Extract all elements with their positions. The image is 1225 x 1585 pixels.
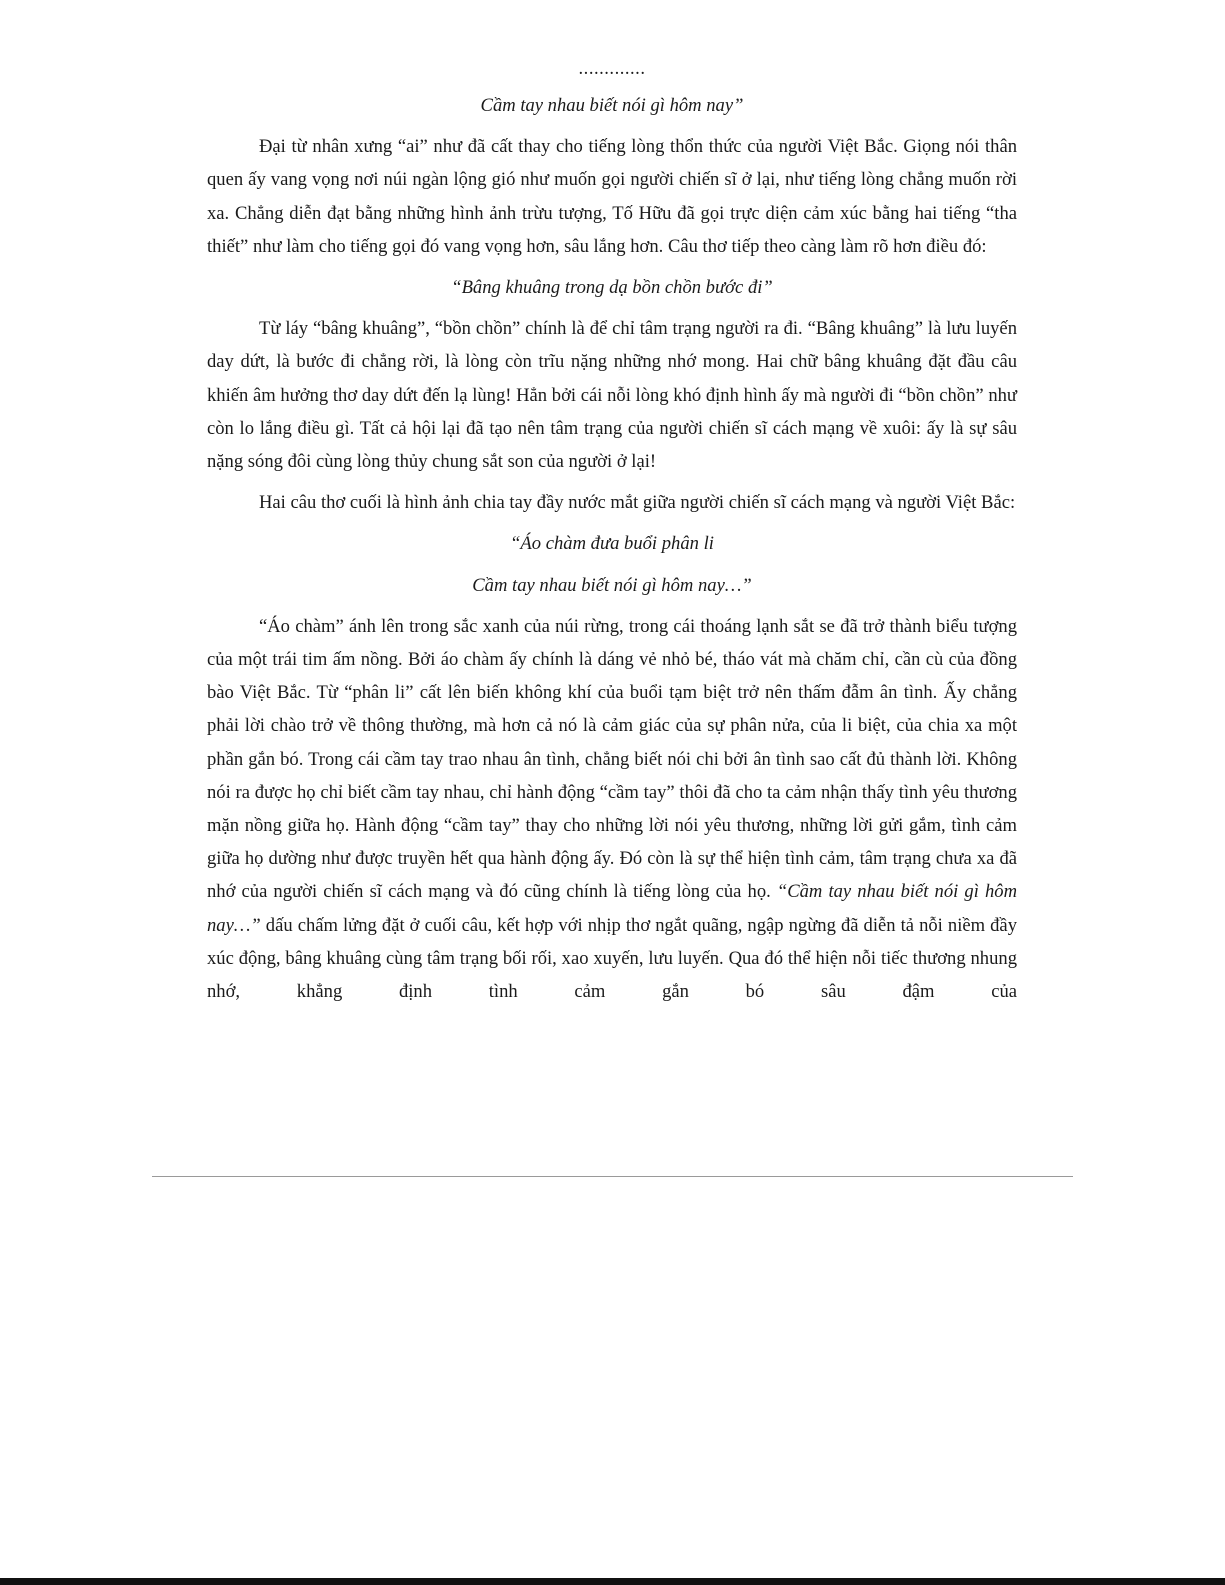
paragraph: Hai câu thơ cuối là hình ảnh chia tay đầy nước mắt giữa người chiến sĩ cách mạng và người Việt Bắc: <box>259 492 1016 514</box>
bottom-edge-bar <box>0 1578 1225 1585</box>
page-divider <box>152 1176 1073 1177</box>
leading-dots: ............. <box>578 58 646 79</box>
paragraph: Đại từ nhân xưng “ai” như đã cất thay cho tiếng lòng thổn thức của người Việt Bắc. Giọng nói thân quen ấy vang vọng nơi núi ngàn lộng gió như muốn gọi người chiến sĩ ở lại, như tiếng lòng chẳng muốn rời xa. Chẳng diễn đạt bằng những hình ảnh trừu tượng, Tố Hữu đã gọi trực diện cảm xúc bằng hai tiếng “tha thiết” như làm cho tiếng gọi đó vang vọng hơn, sâu lắng hơn. Câu thơ tiếp theo càng làm rõ hơn điều đó: <box>207 136 1017 257</box>
paragraph: Từ láy “bâng khuâng”, “bồn chồn” chính là để chỉ tâm trạng người ra đi. “Bâng khuâng” là lưu luyến day dứt, là bước đi chẳng rời, là lòng còn trĩu nặng những nhớ mong. Hai chữ bâng khuâng đặt đầu câu khiến âm hưởng thơ day dứt đến lạ lùng! Hẳn bởi cái nỗi lòng khó định hình ấy mà người đi “bồn chồn” như còn lo lắng điều gì. Tất cả hội lại đã tạo nên tâm trạng của người chiến sĩ cách mạng về xuôi: ấy là sự sâu nặng sóng đôi cùng lòng thủy chung sắt son của người ở lại! <box>207 318 1017 473</box>
verse-line: Cầm tay nhau biết nói gì hôm nay” <box>480 95 744 116</box>
verse-line: “Áo chàm đưa buổi phân li <box>510 533 714 555</box>
verse-line: Cầm tay nhau biết nói gì hôm nay…” <box>472 574 752 596</box>
document-body <box>207 56 1017 1008</box>
verse-line: “Bâng khuâng trong dạ bồn chồn bước đi” <box>451 277 773 299</box>
paragraph <box>207 610 1017 1008</box>
paragraph-text: “Áo chàm” ánh lên trong sắc xanh của núi rừng, trong cái thoáng lạnh sắt se đã trở thành biểu tượng của một trái tim ấm nồng. Bởi áo chàm ấy chính là dáng vẻ nhỏ bé, tháo vát mà chăm chỉ, cần cù của đồng bào Việt Bắc. Từ “phân li” cất lên biến không khí của buổi tạm biệt trở nên thấm đẫm ân tình. Ấy chẳng phải lời chào trở về thông thường, mà hơn cả nó là cảm giác của sự phân nửa, của li biệt, của chia xa một phần gắn bó. Trong cái cầm tay trao nhau ân tình, chẳng biết nói chi bởi ân tình sao cất đủ thành lời. Không nói ra được họ chỉ biết cầm tay nhau, chỉ hành động “cầm tay” thôi đã cho ta cảm nhận thấy tình yêu thương mặn nồng giữa họ. Hành động “cầm tay” thay cho những lời nói yêu thương, những lời gửi gắm, tình cảm giữa họ dường như được truyền hết qua hành động ấy. Đó còn là sự thể hiện tình cảm, tâm trạng chưa xa đã nhớ của người chiến sĩ cách mạng và đó cũng chính là tiếng lòng của họ. <box>207 615 1017 903</box>
paragraph-text: dấu chấm lửng đặt ở cuối câu, kết hợp với nhịp thơ ngắt quãng, ngập ngừng đã diễn tả nỗi niềm đầy xúc động, bâng khuâng cùng tâm trạng bối rối, xao xuyến, lưu luyến. Qua đó thể hiện nỗi tiếc thương nhung nhớ, khẳng định tình cảm gắn bó sâu đậm của <box>207 914 1017 1003</box>
inline-quote: “Cầm tay nhau biết nói gì hôm nay…” <box>207 881 1018 936</box>
